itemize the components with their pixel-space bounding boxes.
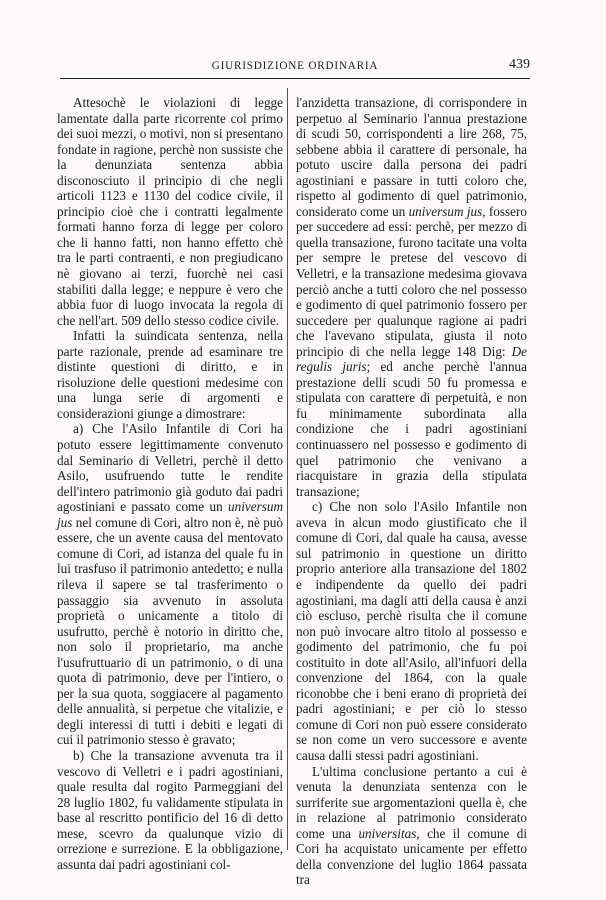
column-divider — [287, 88, 288, 850]
paragraph: Infatti la suindicata sentenza, nella parte razionale, prende ad esaminare tre distinte questioni di diritto, e in risoluzione delle questioni medesime con una lunga serie di argomenti e considerazioni giunge a dimostrare: — [57, 328, 283, 421]
paragraph: l'anzidetta transazione, di corrispondere in perpetuo al Seminario l'annua prestazione di scudi 50, corrispondenti a lire 268, 75, sebbene abbia il carattere di personale, ha potuto uscire dalla persona dei padri agostiniani e passare in tutti coloro che, rispetto al godimento di quel patrimonio, considerato come un universum jus, fossero per succedere ad essi: perchè, per mezzo di quella transazione, furono tacitate una volta per sempre le pretese del vescovo di Velletri, e la transazione medesima giovava perciò anche a tutti coloro che nel possesso e godimento di quel patrimonio fossero per succedere per qualunque ragione ai padri che l'avevano stipulata, giusta il noto principio di che nella legge 148 Dig: De regulis juris; ed anche perchè l'annua prestazione delli scudi 50 fu promessa e stipulata con carattere di perpetuità, e non fu minimamente subordinata alla condizione che i padri agostiniani continuassero nel possesso e godimento di quel patrimonio che venivano a riacquistare in grazia della stipulata transazione; — [296, 95, 527, 499]
paragraph: L'ultima conclusione pertanto a cui è venuta la denunziata sentenza con le surriferite sue argomentazioni quella è, che in relazione al patrimonio considerato come una universitas, che il comune di Cori ha acquistato unicamente per effetto della convenzione del luglio 1864 passata tra — [296, 763, 527, 888]
page-header — [60, 58, 530, 79]
left-column — [57, 95, 283, 872]
page-number: 439 — [509, 57, 530, 72]
running-head: GIURISDIZIONE ORDINARIA — [211, 60, 379, 72]
paragraph: c) Che non solo l'Asilo Infantile non aveva in alcun modo giustificato che il comune di Cori, dal quale ha causa, avesse sul patrimonio in questione un diritto proprio anteriore alla transazione del 1802 e indipendente da quello dei padri agostiniani, ma dagli atti della causa è anzi ciò escluso, perchè risulta che il comune non può invocare altro titolo al possesso e godimento del patrimonio, che fu poi costituito in dote all'Asilo, all'infuori della convenzione del 1864, con la quale riconobbe che i beni erano di proprietà dei padri agostiniani; e per ciò lo stesso comune di Cori non può essere considerato se non come un vero successore e avente causa dalli stessi padri agostiniani. — [296, 499, 527, 763]
paragraph: Attesochè le violazioni di legge lamentate dalla parte ricorrente col primo dei suoi mezzi, o motivi, non si presentano fondate in ragione, perchè non sussiste che la denunziata sentenza abbia disconosciuto il principio di che negli articoli 1123 e 1130 del codice civile, il principio cioè che i contratti legalmente formati hanno forza di legge per coloro che li hanno fatti, non hanno effetto chè tra le parti contraenti, e non pregiudicano nè giovano ai terzi, fuorchè nei casi stabiliti dalla legge; e neppure è vero che abbia fuor di luogo invocata la regola di che nell'art. 509 dello stesso codice civile. — [57, 95, 283, 328]
right-column — [296, 95, 527, 888]
paragraph: b) Che la transazione avvenuta tra il vescovo di Velletri e i padri agostiniani, quale resulta dal rogito Parmeggiani del 28 luglio 1802, fu validamente stipulata in base al rescritto pontificio del 16 di detto mese, scevro da qualunque vizio di orrezione e surrezione. E la obbligazione, assunta dai padri agostiniani col- — [57, 747, 283, 872]
paragraph: a) Che l'Asilo Infantile di Cori ha potuto essere legittimamente convenuto dal Seminario di Velletri, perchè il detto Asilo, usufruendo tutte le rendite dell'intero patrimonio già goduto dai padri agostiniani e passato come un universum jus nel comune di Cori, altro non è, nè può essere, che un avente causa del mentovato comune di Cori, ad istanza del quale fu in lui trasfuso il patrimonio antedetto; e nulla rileva il sapere se tal trasferimento o passaggio sia avvenuto in assoluta proprietà o unicamente a titolo di usufrutto, perchè è notorio in diritto che, non solo il proprietario, ma anche l'usufruttuario di un patrimonio, o di una quota di patrimonio, deve per l'intiero, o per la sua quota, soggiacere al pagamento delle annualità, si perpetue che vitalizie, e degli interessi di tutti i debiti e legati di cui il patrimonio stesso è gravato; — [57, 421, 283, 748]
